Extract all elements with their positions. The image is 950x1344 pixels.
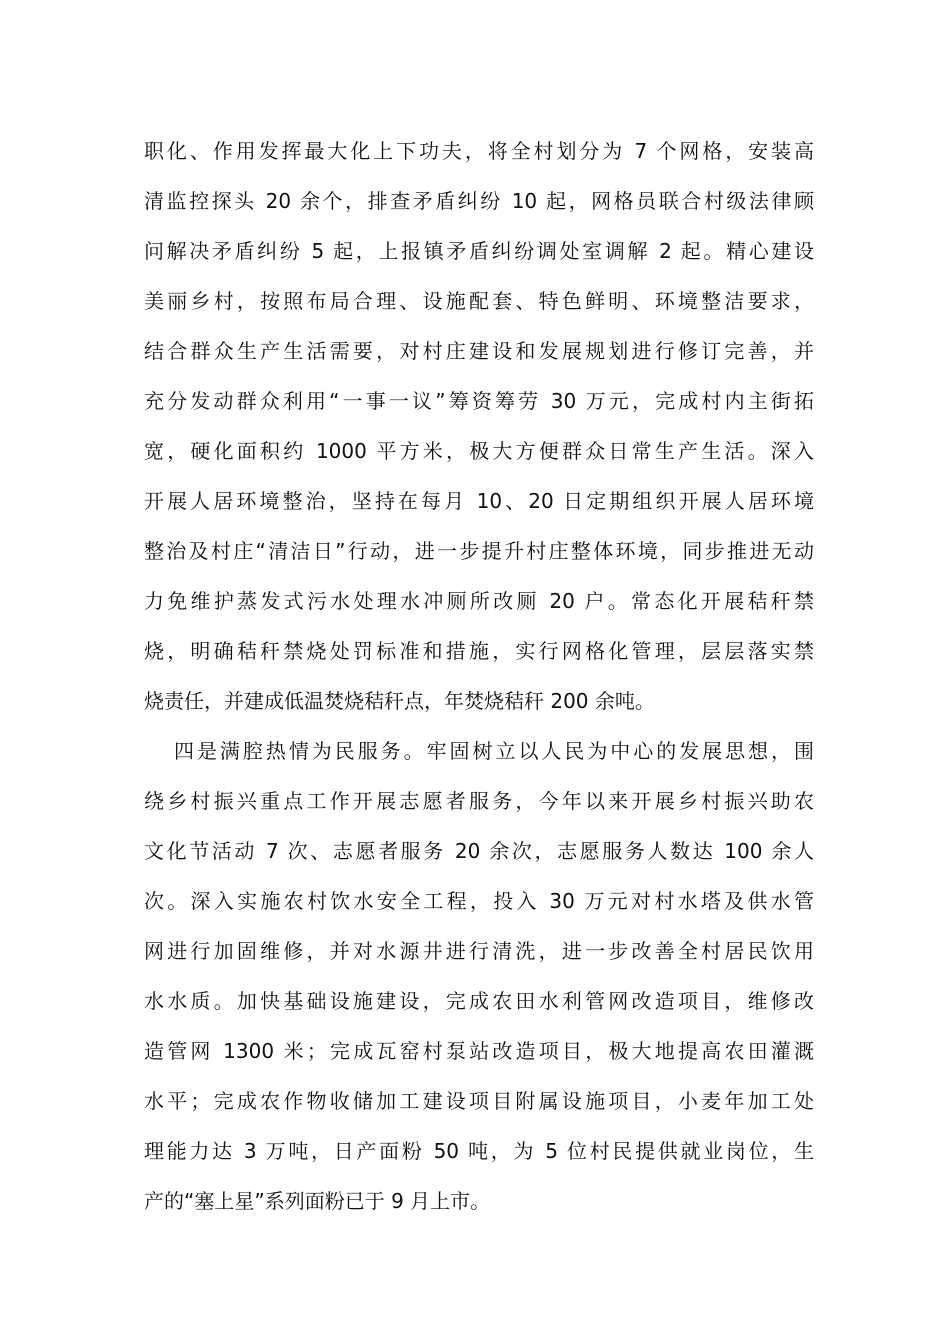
text-line: 力免维护蒸发式污水处理水冲厕所改厕 20 户。常态化开展秸秆禁 xyxy=(144,589,814,613)
text-line: 水平；完成农作物收储加工建设项目附属设施项目，小麦年加工处 xyxy=(144,1089,814,1113)
text-line: 开展人居环境整治，坚持在每月 10、20 日定期组织开展人居环境 xyxy=(144,489,814,513)
text-line: 产的“塞上星”系列面粉已于 9 月上市。 xyxy=(144,1189,491,1213)
text-line: 网进行加固维修，并对水源井进行清洗，进一步改善全村居民饮用 xyxy=(144,939,814,963)
text-line: 烧责任，并建成低温焚烧秸秆点，年焚烧秸秆 200 余吨。 xyxy=(144,689,655,713)
text-line: 次。深入实施农村饮水安全工程，投入 30 万元对村水塔及供水管 xyxy=(144,889,814,913)
text-line: 造管网 1300 米；完成瓦窑村泵站改造项目，极大地提高农田灌溉 xyxy=(144,1039,814,1063)
text-line: 烧，明确秸秆禁烧处罚标准和措施，实行网格化管理，层层落实禁 xyxy=(144,639,814,663)
text-line: 绕乡村振兴重点工作开展志愿者服务，今年以来开展乡村振兴助农 xyxy=(144,789,814,813)
text-line: 整治及村庄“清洁日”行动，进一步提升村庄整体环境，同步推进无动 xyxy=(144,539,814,563)
text-line: 职化、作用发挥最大化上下功夫，将全村划分为 7 个网格，安装高 xyxy=(144,139,814,163)
text-line: 宽，硬化面积约 1000 平方米，极大方便群众日常生产生活。深入 xyxy=(144,439,814,463)
text-line: 清监控探头 20 余个，排查矛盾纠纷 10 起，网格员联合村级法律顾 xyxy=(144,189,814,213)
text-line: 结合群众生产生活需要，对村庄建设和发展规划进行修订完善，并 xyxy=(144,339,814,363)
document-body xyxy=(144,126,814,1226)
text-line: 理能力达 3 万吨，日产面粉 50 吨，为 5 位村民提供就业岗位，生 xyxy=(144,1139,814,1163)
text-line: 充分发动群众利用“一事一议”筹资筹劳 30 万元，完成村内主街拓 xyxy=(144,389,814,413)
text-line: 水水质。加快基础设施建设，完成农田水利管网改造项目，维修改 xyxy=(144,989,814,1013)
paragraph-2 xyxy=(144,726,814,1226)
text-line: 问解决矛盾纠纷 5 起，上报镇矛盾纠纷调处室调解 2 起。精心建设 xyxy=(144,239,814,263)
paragraph-1 xyxy=(144,126,814,726)
text-line: 四是满腔热情为民服务。牢固树立以人民为中心的发展思想，围 xyxy=(174,739,814,763)
text-line: 美丽乡村，按照布局合理、设施配套、特色鲜明、环境整洁要求， xyxy=(144,289,814,313)
text-line: 文化节活动 7 次、志愿者服务 20 余次，志愿服务人数达 100 余人 xyxy=(144,839,814,863)
